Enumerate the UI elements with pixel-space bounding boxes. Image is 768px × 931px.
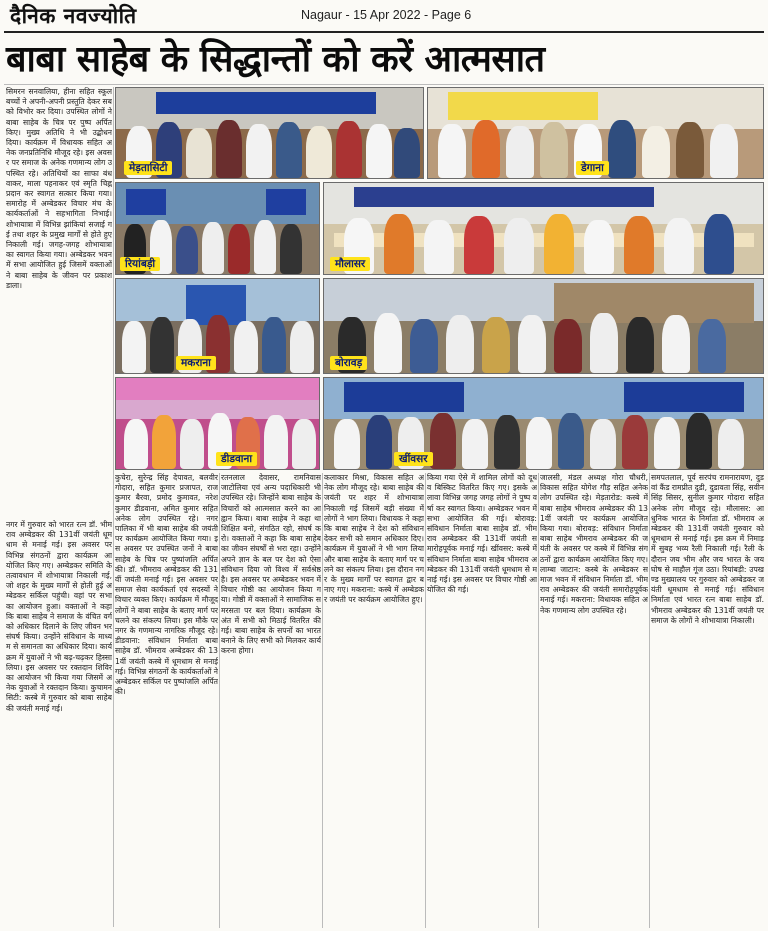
photo-degana: [427, 87, 764, 179]
photo-didwana: [115, 377, 320, 470]
photo-caption: मौलासर: [330, 257, 370, 271]
photo-caption: डेगाना: [576, 161, 609, 175]
photo-medtacity: [115, 87, 424, 179]
masthead: [4, 2, 764, 30]
photo-caption: मेड़तासिटी: [124, 161, 172, 175]
photo-caption: बोरावड़: [330, 356, 367, 370]
photo-khinvsar: [323, 377, 764, 470]
photo-caption: खींवसर: [394, 452, 433, 466]
photo-caption: मकराना: [176, 356, 216, 370]
article-column-7-lower: समपतलाल, पूर्व सरपंच रामनारायण, दुडवां कैंड रामप्रीत दुडी, दुडावता सिंह, सवीन सिंह सिसर, सुनील कुमार गोदारा सहित अनेक लोग मौजूद रहे। मौलासर: आधुनिक भारत के निर्माता डॉ. भीमराव अम्बेडकर की 131वीं जयंती गुरुवार को धूमधाम से मनाई गई। इस क्रम में निमाड़ में सुबह भव्य रैली निकाली गई। रैली के दौरान जय भीम और जय भारत के जयघोष से माहौल गूंज उठा। रियांबड़ी: उपखण्ड मुख्यालय पर गुरुवार को अम्बेडकर जयंती धूमधाम से मनाई गई। संविधान निर्माता एवं भारत रत्न बाबा साहेब डॉ. भीमराव अम्बेडकर की 131वीं जयंती पर समाज के लोगों ने शोभायात्रा निकाली।: [651, 473, 764, 625]
photo-makrana: [115, 278, 320, 374]
edition-info: Nagaur - 15 Apr 2022 - Page 6: [301, 8, 472, 22]
photo-maulasar: [323, 182, 764, 275]
photo-caption: रियांबड़ी: [120, 257, 160, 271]
article-column-2: कुचेरा, सुरेन्द्र सिंह देपावत, बलवीर गोदारा, सहित कुमार प्रजापत, राजकुमार बैरवा, प्रमोद कुमावत, नरेश कुमार डीडवाना, अमित कुमार सहित अनेक लोग उपस्थित रहे। नगर पालिका में भी बाबा साहेब की जयंती पर कार्यक्रम आयोजित किया गया। इस अवसर पर उपस्थित जनों ने बाबा साहेब के चित्र पर पुष्पांजलि अर्पित की। डॉ. भीमराव अम्बेडकर की 131वीं जयंती मनाई गई। इस अवसर पर समाज सेवा कार्यकर्ता एवं सदस्यों ने विचार व्यक्त किए। कार्यक्रम में मौजूद लोगों ने बाबा साहेब के बताए मार्ग पर चलने का संकल्प लिया। इस मौके पर नगर के गणमान्य नागरिक मौजूद रहे। डीडवाना: संविधान निर्माता बाबा साहेब डॉ. भीमराव अम्बेडकर की 131वीं जयंती कस्बे में धूमधाम से मनाई गई। विभिन्न संगठनों के कार्यकर्ताओं ने अम्बेडकर सर्किल पर पुष्पांजलि अर्पित की।: [115, 473, 218, 697]
photo-borawad: [323, 278, 764, 374]
article-column-4-lower: जालसी, मंडल अध्यक्ष गोरा चौधरी, विकास सहित योगेश गौड़ सहित अनेक लोग उपस्थित रहे। मेड़तारोड: कस्बे में बाबा साहेब भीमराव अम्बेडकर की 131वीं जयंती पर कार्यक्रम आयोजित किया गया। बोरावड़: संविधान निर्माता बाबा साहेब भीमराव अम्बेडकर की जयंती के अवसर पर कस्बे में विभिन्न संगठनों द्वारा कार्यक्रम आयोजित किए गए। लाम्बा जाटान: कस्बे के अम्बेडकर समाज भवन में संविधान निर्माता डॉ. भीमराव अम्बेडकर की जयंती समारोहपूर्वक मनाई गई। मकराना: विधायक सहित अनेक गणमान्य लोग उपस्थित रहे।: [540, 473, 648, 615]
article-column-6: किया गया ऐसे में शामिल लोगों को दूध व बिस्किट वितरित किए गए। इसके अलावा विभिन्न जगह जगह लोगों ने पुष्प वर्षा कर स्वागत किया। अम्बेडकर भवन में सभा आयोजित की गई। बोरावड़: संविधान निर्माता बाबा साहेब डॉ. भीमराव अम्बेडकर की 131वीं जयंती समारोहपूर्वक मनाई गई। खींवसर: कस्बे में संविधान निर्माता बाबा साहेब भीमराव अम्बेडकर की 131वीं जयंती धूमधाम से मनाई गई। इस अवसर पर विचार गोष्ठी आयोजित की गई।: [427, 473, 537, 595]
paper-name: दैनिक नवज्योति: [10, 3, 137, 28]
photo-riyanbari: [115, 182, 320, 275]
page-headline: बाबा साहेब के सिद्धान्तों को करें आत्मसात: [6, 38, 545, 80]
article-column-5: कलाकार मिश्रा, विकास सहित अनेक लोग मौजूद रहे। बाबा साहेब की जयंती पर शहर में शोभायात्रा निकाली गई जिसमें बड़ी संख्या में लोगों ने भाग लिया। विधायक ने कहा कि बाबा साहेब ने देश को संविधान देकर सभी को समान अधिकार दिए। कार्यक्रम में युवाओं ने भी भाग लिया और बाबा साहेब के बताए मार्ग पर चलने का संकल्प लिया। इस दौरान नगर के मुख्य मार्गों पर स्वागत द्वार बनाए गए। मकराना: कस्बे में अम्बेडकर जयंती पर कार्यक्रम आयोजित हुए।: [324, 473, 424, 605]
article-column-1-bottom: नगर में गुरुवार को भारत रत्न डॉ. भीमराव अम्बेडकर की 131वीं जयंती धूमधाम से मनाई गई। इस अवसर पर विभिन्न संगठनों द्वारा कार्यक्रम आयोजित किए गए। अम्बेडकर समिति के तत्वावधान में शोभायात्रा निकाली गई, जो शहर के मुख्य मार्गों से होती हुई अम्बेडकर सर्किल पहुंची। वहां पर सभा का आयोजन हुआ। वक्ताओं ने कहा कि बाबा साहेब ने समाज के वंचित वर्ग को अधिकार दिलाने के लिए जीवन भर संघर्ष किया। उन्होंने संविधान के माध्यम से समानता का अधिकार दिया। कार्यक्रम में युवाओं ने भी बढ़-चढ़कर हिस्सा लिया। इस अवसर पर रक्तदान शिविर का आयोजन भी किया गया जिसमें अनेक युवाओं ने रक्तदान किया। कुचामनसिटी: कस्बे में गुरुवार को बाबा साहेब की जयंती मनाई गई।: [6, 520, 112, 713]
article-column-1-top: सिमरन सनवालिया, हीना सहित स्कूल बच्चों ने अपनी-अपनी प्रस्तुति देकर सब को विभोर कर दिया। उपस्थित लोगों ने बाबा साहेब के चित्र पर पुष्प अर्पित किए। मुख्य अतिथि ने भी उद्बोधन दिया। कार्यक्रम में विधायक सहित अनेक जनप्रतिनिधि मौजूद रहे। इस अवसर पर समाज के अनेक गणमान्य लोग उपस्थित रहे। अतिथियों का साफा बंधवाकर, माला पहनाकर एवं स्मृति चिह्न प्रदान कर स्वागत सत्कार किया गया। समारोह में अम्बेडकर विचार मंच के कार्यकर्ताओं ने सहभागिता निभाई। शोभायात्रा में विभिन्न झांकियां सजाई गई तथा शहर के प्रमुख मार्गों से होते हुए निकाली गई। जगह-जगह शोभायात्रा का स्वागत किया गया। अम्बेडकर भवन में सभा आयोजित हुई जिसमें वक्ताओं ने बाबा साहेब के जीवन पर प्रकाश डाला।: [6, 87, 112, 290]
photo-caption: डीडवाना: [216, 452, 257, 466]
article-column-3: रतनलाल देवासर, रामनिवास जाटोलिया एवं अन्य पदाधिकारी भी उपस्थित रहे। जिन्होंने बाबा साहेब के विचारों को आत्मसात करने का आह्वान किया। बाबा साहेब ने कहा था शिक्षित बनो, संगठित रहो, संघर्ष करो। वक्ताओं ने कहा कि बाबा साहेब का जीवन संघर्षों से भरा रहा। उन्होंने अपने ज्ञान के बल पर देश को ऐसा संविधान दिया जो विश्व में सर्वश्रेष्ठ है। इस अवसर पर अम्बेडकर भवन में विचार गोष्ठी का आयोजन किया गया। गोष्ठी में वक्ताओं ने सामाजिक समरसता पर बल दिया। कार्यक्रम के अंत में सभी को मिठाई वितरित की गई। बाबा साहेब के सपनों का भारत बनाने के लिए सभी को मिलकर कार्य करना होगा।: [221, 473, 321, 656]
